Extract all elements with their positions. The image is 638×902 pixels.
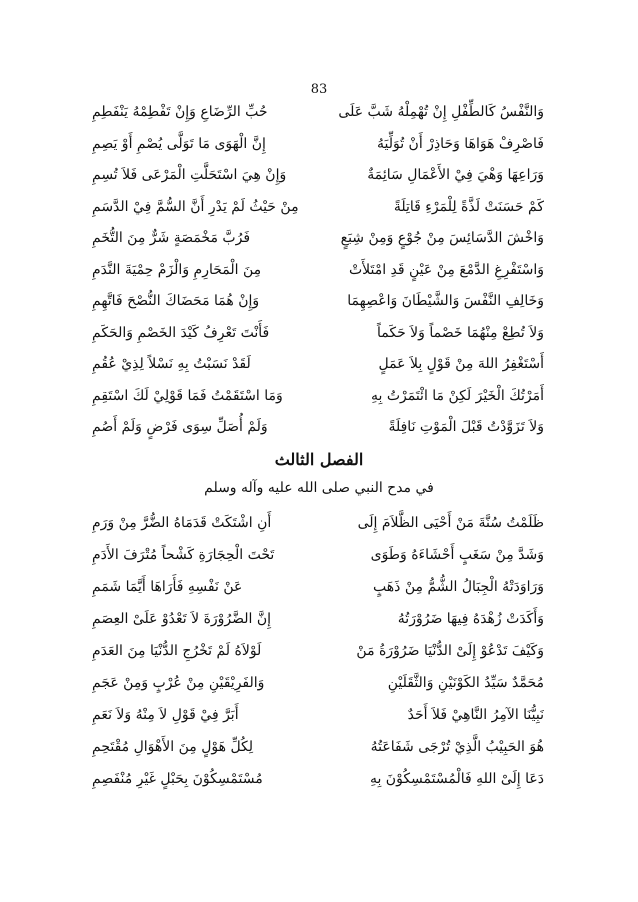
verse-second-hemistich: وَإِنْ هُمَا مَحَضَاكَ النُّصْحَ فَاتَّهِمِ	[92, 293, 260, 309]
verse-first-hemistich: مُحَمَّدٌ سَيِّدُ الكَوْنَيْنِ وَالثَّقَلَيْنِ	[387, 675, 544, 691]
page-number: 83	[310, 82, 328, 97]
verse-second-hemistich: فَأَنْتَ تَعْرِفُ كَيْدَ الخَصْمِ وَالحَكَمِ	[92, 324, 270, 341]
chapter-subtitle: في مدح النبي صلى الله عليه وآله وسلم	[204, 480, 434, 496]
verse-couplet	[92, 348, 544, 380]
verse-couplet	[92, 191, 544, 223]
verse-second-hemistich: فَرُبَّ مَخْمَصَةٍ شَرٌّ مِنَ التُّخَمِ	[92, 230, 251, 246]
verse-first-hemistich: وَالنَّفْسُ كَالطِّفْلِ إِنْ تُهْمِلْهُ شَبَّ عَلَى	[338, 104, 544, 120]
verse-second-hemistich: إِنَّ الْهَوَى مَا تَوَلَّى يُصْمِ أَوْ يَصِمِ	[92, 135, 266, 152]
verse-couplet	[92, 539, 544, 571]
verse-first-hemistich: وَاسْتَفْرِغِ الدَّمْعَ مِنْ عَيْنٍ قَدِ امْتَلأَتْ	[348, 261, 544, 278]
verse-couplet	[92, 285, 544, 317]
verse-second-hemistich: إِنَّ الضَّرُوْرَةَ لاَ تَعْدُوْ عَلَىْ العِصَمِ	[92, 611, 272, 627]
verse-second-hemistich: مُسْتَمْسِكُوْنَ بِحَبْلٍ غَيْرِ مُنْفَصِمِ	[92, 771, 263, 787]
verse-couplet	[92, 128, 544, 160]
verse-couplet	[92, 411, 544, 443]
verse-couplet	[92, 254, 544, 286]
verse-first-hemistich: وَشَدَّ مِنْ سَغَبٍ أَحْشَاءَهُ وَطَوَى	[370, 547, 544, 563]
verse-first-hemistich: كَمْ حَسَنَتْ لَذَّةً لِلْمَرْءِ قَاتِلَةً	[393, 198, 544, 215]
verse-second-hemistich: أَبَرَّ فِيْ قَوْلِ لاَ مِنْهُ وَلاَ نَعَمِ	[92, 707, 239, 723]
verse-first-hemistich: نَبِيُّنَا الآمِرُ النَّاهِيْ فَلاَ أَحَدٌ	[407, 707, 544, 723]
verse-first-hemistich: وَخَالِفِ النَّفْسَ وَالشَّيْطَانَ وَاعْصِهِمَا	[347, 293, 544, 309]
verse-first-hemistich: وَلاَ تَزَوَّدْتُ قَبْلَ الْمَوْتِ نَافِلَةً	[388, 419, 544, 435]
verse-first-hemistich: فَاصْرِفْ هَوَاهَا وَحَاذِرْ أَنْ تُوَلِّيَهُ	[376, 135, 544, 152]
verse-couplet	[92, 96, 544, 128]
verse-first-hemistich: وَرَاوَدَتْهُ الْجِبَالُ الشُّمُّ مِنْ ذَهَبٍ	[373, 579, 544, 595]
verse-first-hemistich: وَرَاعِهَا وَهْيَ فِيْ الأَعْمَالِ سَائِمَةٌ	[367, 167, 544, 183]
verse-first-hemistich: وَأَكَدَتْ زُهْدَهُ فِيهَا ضَرُوْرَتُهُ	[397, 611, 544, 627]
verse-couplet	[92, 222, 544, 254]
verse-second-hemistich: وَالفَرِيْقَيْنِ مِنْ عُرْبٍ وَمِنْ عَجَمِ	[92, 675, 265, 691]
verse-first-hemistich: دَعَا إِلَىْ اللهِ فَالْمُسْتَمْسِكُوْنَ بِهِ	[369, 771, 544, 787]
verse-couplet	[92, 731, 544, 763]
verse-second-hemistich: وَإِنْ هِيَ اسْتَحَلَّتِ الْمَرْعَى فَلاَ تُسِمِ	[92, 167, 287, 183]
verse-couplet	[92, 635, 544, 667]
verse-couplet	[92, 699, 544, 731]
verse-second-hemistich: وَلَمْ أُصَلِّ سِوَى فَرْضٍ وَلَمْ أَصُمِ	[92, 419, 268, 435]
verse-first-hemistich: هُوَ الحَبِيْبُ الَّذِيْ تُرْجَى شَفَاعَتُهُ	[370, 739, 544, 755]
verse-second-hemistich: لِكُلِّ هَوْلٍ مِنَ الأَهْوَالِ مُقْتَحِمِ	[92, 739, 254, 755]
verse-first-hemistich: وَكَيْفَ تَدْعُوْ إِلَىْ الدُّنْيَا ضَرُوْرَةُ مَنْ	[356, 643, 544, 659]
verse-couplet	[92, 317, 544, 349]
verse-couplet	[92, 380, 544, 412]
verse-couplet	[92, 571, 544, 603]
verse-couplet	[92, 763, 544, 795]
verse-couplet	[92, 603, 544, 635]
verse-second-hemistich: أَنِ اشْتَكَتْ قَدَمَاهُ الضُّرَّ مِنْ وَرَمِ	[92, 515, 272, 531]
verse-first-hemistich: أَمَرْتُكَ الْخَيْرَ لَكِنْ مَا ائْتَمَرْتُ بِهِ	[370, 387, 544, 404]
verse-second-hemistich: وَمَا اسْتَقَمْتُ فَمَا قَوْلِيْ لَكَ اسْتَقِمِ	[92, 387, 283, 404]
verse-second-hemistich: مِنَ الْمَحَارِمِ وَالْزَمْ حِمْيَةَ النَّدَمِ	[92, 261, 262, 278]
verse-couplet	[92, 159, 544, 191]
verse-first-hemistich: ظَلَمْتُ سُنَّةَ مَنْ أَحْيَى الظَّلاَمَ إِلَى	[357, 515, 544, 531]
verse-second-hemistich: عَنْ نَفْسِهِ فَأَرَاهَا أَيَّمَا شَمَمِ	[92, 579, 243, 595]
verse-second-hemistich: تَحْتَ الْحِجَارَةِ كَشْحاً مُتْرَفَ الأَدَمِ	[92, 547, 275, 563]
verse-first-hemistich: وَلاَ تُطِعْ مِنْهُمَا خَصْماً وَلاَ حَكَماً	[376, 324, 544, 341]
verse-second-hemistich: لَقَدْ نَسَبْتُ بِهِ نَسْلاً لِذِيْ عُقُمِ	[92, 356, 251, 372]
verse-second-hemistich: حُبِّ الرِّضَاعِ وَإِنْ تَفْطِمْهُ يَنْفَطِمِ	[92, 104, 268, 120]
verse-second-hemistich: مِنْ حَيْثُ لَمْ يَدْرِ أَنَّ السُّمَّ فِيْ الدَّسَمِ	[92, 198, 299, 215]
verse-second-hemistich: لَوْلاَهُ لَمْ تَخْرُجِ الدُّنْيَا مِنَ العَدَمِ	[92, 643, 262, 659]
verse-first-hemistich: أَسْتَغْفِرُ اللهَ مِنْ قَوْلٍ بِلاَ عَمَلٍ	[378, 356, 544, 372]
verse-couplet	[92, 507, 544, 539]
verse-couplet	[92, 667, 544, 699]
chapter-title: الفصل الثالث	[274, 450, 364, 469]
verse-first-hemistich: وَاخْشَ الدَّسَائِسَ مِنْ جُوْعٍ وَمِنْ شِبَعٍ	[340, 230, 544, 246]
